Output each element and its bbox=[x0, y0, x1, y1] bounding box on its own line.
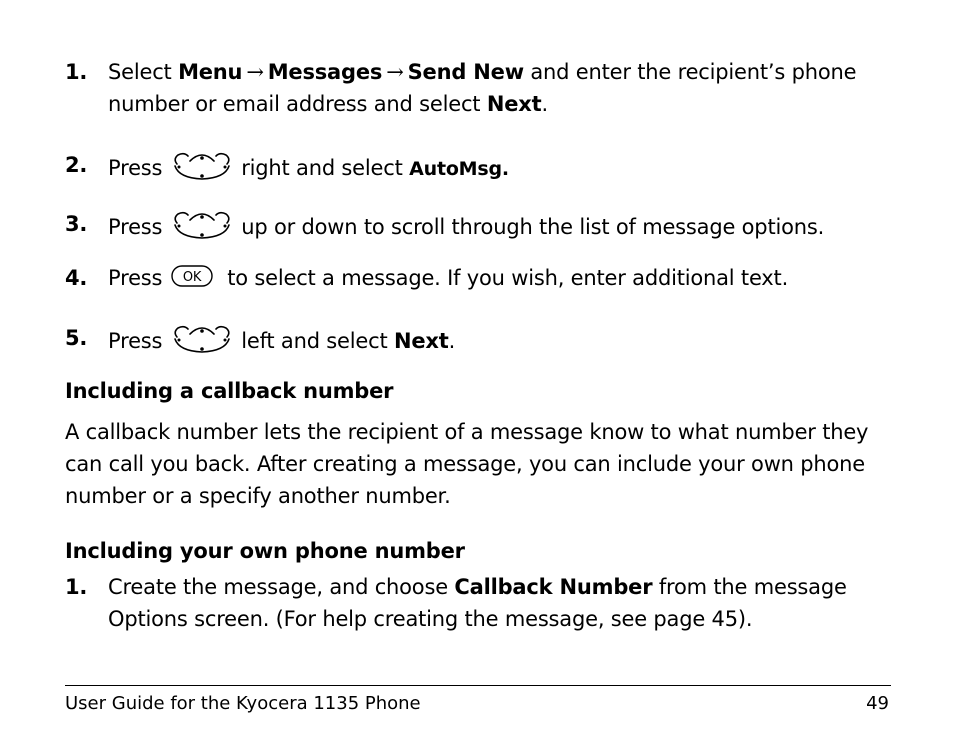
arrow-icon: → bbox=[246, 60, 264, 84]
step-text-part: left and select bbox=[234, 329, 394, 353]
step-4 bbox=[65, 262, 895, 294]
step-text-part: right and select bbox=[234, 156, 410, 180]
step-text-part: Create the message, and choose bbox=[108, 575, 455, 599]
step-1 bbox=[65, 56, 895, 120]
step-2 bbox=[65, 149, 895, 185]
step-number: 1. bbox=[65, 60, 88, 84]
navigation-key-icon bbox=[169, 149, 235, 183]
callback-paragraph: A callback number lets the recipient of a message know to what number they can call you back. After creating a message, you can include your own phone number or a specify another number. bbox=[65, 420, 869, 508]
step-number: 1. bbox=[65, 575, 88, 599]
step-text-part: from the message Options screen. (For help creating the message, see page 45). bbox=[108, 575, 847, 631]
step-number: 2. bbox=[65, 153, 88, 177]
navigation-key-icon bbox=[169, 322, 235, 356]
next-term: Next bbox=[393, 329, 449, 353]
page-number: 49 bbox=[866, 693, 889, 714]
menu-term: Menu bbox=[178, 60, 243, 84]
step-text-part: Select bbox=[108, 60, 179, 84]
ok-key-label: OK bbox=[182, 270, 201, 285]
callback-number-term: Callback Number bbox=[454, 575, 653, 599]
send-new-term: Send New bbox=[407, 60, 524, 84]
step-text bbox=[108, 262, 895, 294]
next-term: Next bbox=[486, 92, 542, 116]
ok-key-icon bbox=[169, 264, 221, 288]
step-text-part: Press bbox=[108, 156, 169, 180]
step-text-part: Press bbox=[108, 215, 169, 239]
step-text-part: up or down to scroll through the list of message options. bbox=[234, 215, 825, 239]
step-text bbox=[108, 571, 895, 635]
automsg-term: AutoMsg. bbox=[409, 158, 509, 180]
step-text-part: and enter the recipient’s phone number or email address and select bbox=[108, 60, 857, 116]
step-text-part: . bbox=[541, 92, 548, 116]
messages-term: Messages bbox=[267, 60, 383, 84]
step-text-part: . bbox=[448, 329, 456, 353]
own-number-step-1 bbox=[65, 571, 895, 635]
footer-divider bbox=[65, 685, 891, 686]
step-number: 5. bbox=[65, 326, 88, 350]
step-text-part: Press bbox=[108, 329, 169, 353]
step-text bbox=[108, 149, 895, 185]
footer-title: User Guide for the Kyocera 1135 Phone bbox=[65, 693, 421, 714]
section-heading-callback: Including a callback number bbox=[65, 379, 394, 403]
step-text-part: to select a message. If you wish, enter additional text. bbox=[220, 266, 789, 290]
step-text bbox=[108, 208, 895, 243]
navigation-key-icon bbox=[169, 208, 235, 242]
section-heading-own-number: Including your own phone number bbox=[65, 539, 465, 563]
step-3 bbox=[65, 208, 895, 243]
arrow-icon: → bbox=[386, 60, 404, 84]
step-text-part: Press bbox=[108, 266, 169, 290]
step-text bbox=[108, 322, 895, 357]
step-number: 3. bbox=[65, 212, 88, 236]
step-number: 4. bbox=[65, 266, 88, 290]
step-5 bbox=[65, 322, 895, 357]
step-text bbox=[108, 56, 895, 120]
